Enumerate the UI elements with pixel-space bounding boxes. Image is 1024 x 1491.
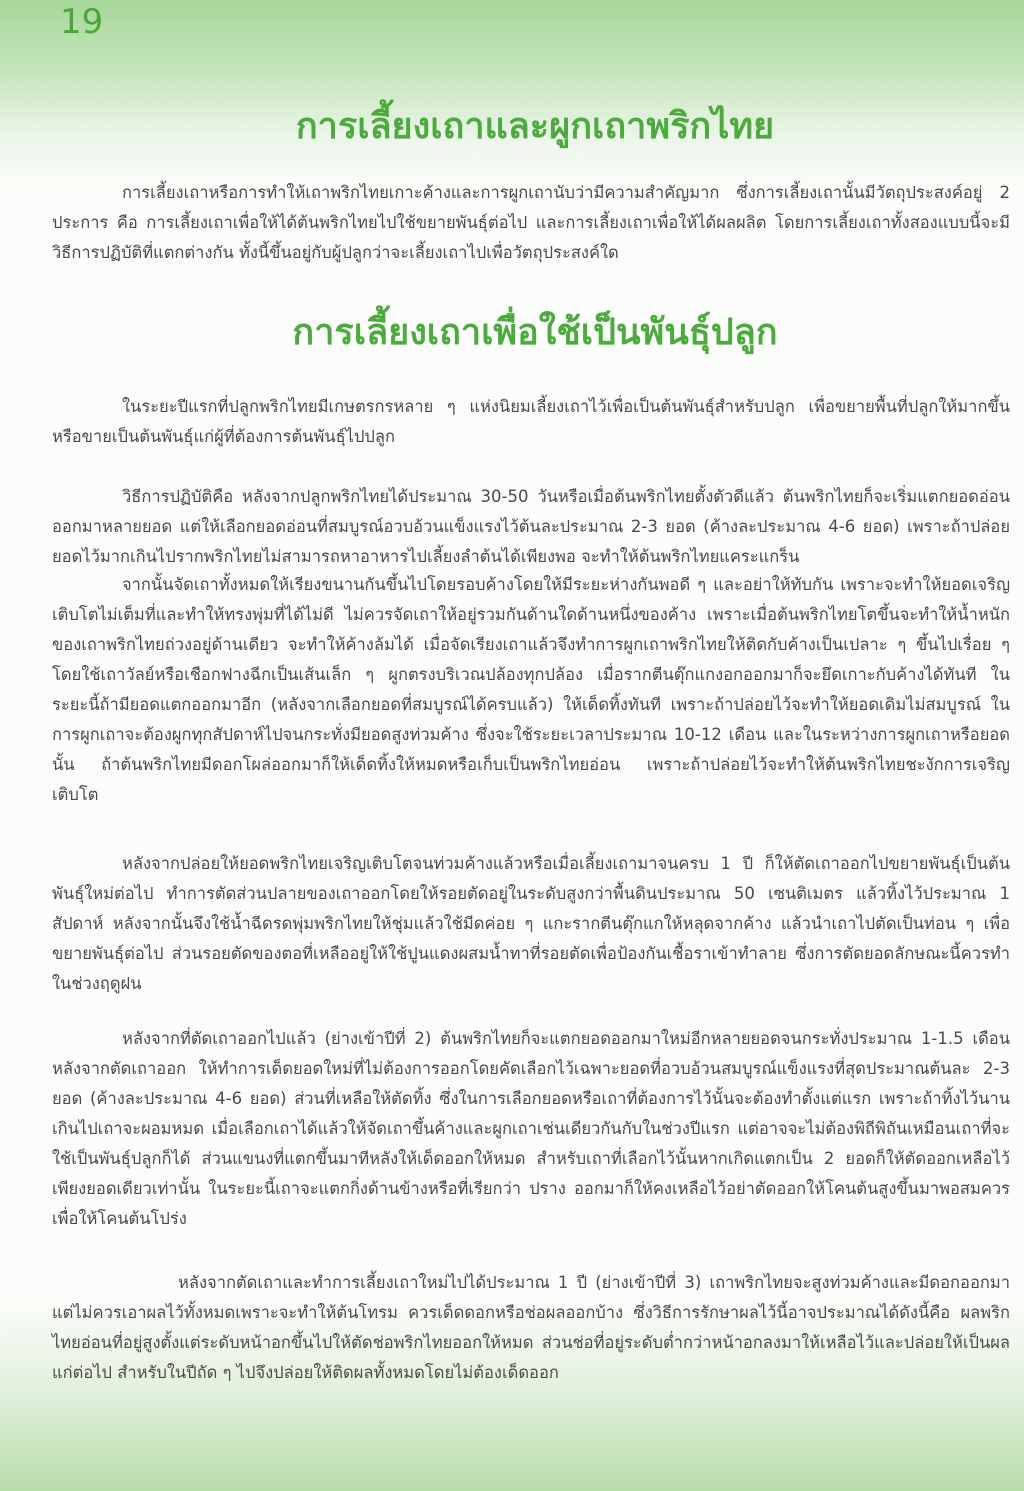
section-title: การเลี้ยงเถาเพื่อใช้เป็นพันธุ์ปลูก	[292, 312, 778, 353]
main-title: การเลี้ยงเถาและผูกเถาพริกไทย	[295, 106, 775, 147]
page-number: 19	[60, 2, 104, 42]
body-paragraph: ในระยะปีแรกที่ปลูกพริกไทยมีเกษตรกรหลาย ๆ แห่งนิยมเลี้ยงเถาไว้เพื่อเป็นต้นพันธุ์สำหรับปลูก เพื่อขยายพื้นที่ปลูกให้มากขึ้นหรือขายเป็นต้นพันธุ์แก่ผู้ที่ต้องการต้นพันธุ์ไปปลูก	[52, 397, 1010, 446]
body-paragraph: หลังจากที่ตัดเถาออกไปแล้ว (ย่างเข้าปีที่ 2) ต้นพริกไทยก็จะแตกยอดออกมาใหม่อีกหลายยอดจนกระทั่งประมาณ 1-1.5 เดือนหลังจากตัดเถาออก ให้ทำการเด็ดยอดใหม่ที่ไม่ต้องการออกโดยคัดเลือกไว้เฉพาะยอดที่อวบอ้วนสมบูรณ์แข็งแรงที่สุดประมาณต้นละ 2-3 ยอด (ค้างละประมาณ 4-6 ยอด) ส่วนที่เหลือให้ตัดทิ้ง ซึ่งในการเลือกยอดหรือเถาที่ต้องการไว้นั้นจะต้องทำตั้งแต่แรก เพราะถ้าทิ้งไว้นานเกินไปเถาจะผอมหมด เมื่อเลือกเถาได้แล้วให้จัดเถาขึ้นค้างและผูกเถาเช่นเดียวกันกับในช่วงปีแรก แต่อาจจะไม่ต้องพิถีพิถันเหมือนเถาที่จะใช้เป็นพันธุ์ปลูกก็ได้ ส่วนแขนงที่แตกขึ้นมาทีหลังให้เด็ดออกให้หมด สำหรับเถาที่เลือกไว้นั้นหากเกิดแตกเป็น 2 ยอดก็ให้ตัดออกเหลือไว้เพียงยอดเดียวเท่านั้น ในระยะนี้เถาจะแตกกิ่งด้านข้างหรือที่เรียกว่า ปราง ออกมาก็ให้คงเหลือไว้อย่าตัดออกให้โคนต้นสูงขึ้นมาพอสมควร เพื่อให้โคนต้นโปร่ง	[52, 1029, 1010, 1228]
intro-paragraph: การเลี้ยงเถาหรือการทำให้เถาพริกไทยเกาะค้างและการผูกเถานับว่ามีความสำคัญมาก ซึ่งการเลี้ยงเถานั้นมีวัตถุประสงค์อยู่ 2 ประการ คือ การเลี้ยงเถาเพื่อให้ได้ต้นพริกไทยไปใช้ขยายพันธุ์ต่อไป และการเลี้ยงเถาเพื่อให้ได้ผลผลิต โดยการเลี้ยงเถาทั้งสองแบบนี้จะมีวิธีการปฏิบัติที่แตกต่างกัน ทั้งนี้ขึ้นอยู่กับผู้ปลูกว่าจะเลี้ยงเถาไปเพื่อวัตถุประสงค์ใด	[52, 183, 1010, 262]
body-paragraph: หลังจากตัดเถาและทำการเลี้ยงเถาใหม่ไปได้ประมาณ 1 ปี (ย่างเข้าปีที่ 3) เถาพริกไทยจะสูงท่วมค้างและมีดอกออกมา แต่ไม่ควรเอาผลไว้ทั้งหมดเพราะจะทำให้ต้นโทรม ควรเด็ดดอกหรือช่อผลออกบ้าง ซึ่งวิธีการรักษาผลไว้นี้อาจประมาณได้ดังนี้คือ ผลพริกไทยอ่อนที่อยู่สูงตั้งแต่ระดับหน้าอกขึ้นไปให้ตัดช่อพริกไทยออกให้หมด ส่วนช่อที่อยู่ระดับต่ำกว่าหน้าอกลงมาให้เหลือไว้และปล่อยให้เป็นผลแก่ต่อไป สำหรับในปีถัด ๆ ไปจึงปล่อยให้ติดผลทั้งหมดโดยไม่ต้องเด็ดออก	[52, 1273, 1010, 1382]
body-paragraph: จากนั้นจัดเถาทั้งหมดให้เรียงขนานกันขึ้นไปโดยรอบค้างโดยให้มีระยะห่างกันพอดี ๆ และอย่าให้ทับกัน เพราะจะทำให้ยอดเจริญเติบโตไม่เต็มที่และทำให้ทรงพุ่มที่ได้ไม่ดี ไม่ควรจัดเถาให้อยู่รวมกันด้านใดด้านหนึ่งของค้าง เพราะเมื่อต้นพริกไทยโตขึ้นจะทำให้น้ำหนักของเถาพริกไทยถ่วงอยู่ด้านเดียว จะทำให้ค้างล้มได้ เมื่อจัดเรียงเถาแล้วจึงทำการผูกเถาพริกไทยให้ติดกับค้างเป็นเปลาะ ๆ ขึ้นไปเรื่อย ๆ โดยใช้เถาวัลย์หรือเชือกฟางฉีกเป็นเส้นเล็ก ๆ ผูกตรงบริเวณปล้องทุกปล้อง เมื่อรากตีนตุ๊กแกงอกออกมาก็จะยึดเกาะกับค้างได้ทันที ในระยะนี้ถ้ามียอดแตกออกมาอีก (หลังจากเลือกยอดที่สมบูรณ์ได้ครบแล้ว) ให้เด็ดทิ้งทันที เพราะถ้าปล่อยไว้จะทำให้ยอดเดิมไม่สมบูรณ์ ในการผูกเถาจะต้องผูกทุกสัปดาห์ไปจนกระทั่งมียอดสูงท่วมค้าง ซึ่งจะใช้ระยะเวลาประมาณ 10-12 เดือน และในระหว่างการผูกเถาหรือยอดนั้น ถ้าต้นพริกไทยมีดอกโผล่ออกมาก็ให้เด็ดทิ้งให้หมดหรือเก็บเป็นพริกไทยอ่อน เพราะถ้าปล่อยไว้จะทำให้ต้นพริกไทยชะงักการเจริญเติบโต	[52, 575, 1010, 804]
body-paragraph: หลังจากปล่อยให้ยอดพริกไทยเจริญเติบโตจนท่วมค้างแล้วหรือเมื่อเลี้ยงเถามาจนครบ 1 ปี ก็ให้ตัดเถาออกไปขยายพันธุ์เป็นต้นพันธุ์ใหม่ต่อไป ทำการตัดส่วนปลายของเถาออกโดยให้รอยตัดอยู่ในระดับสูงกว่าพื้นดินประมาณ 50 เซนติเมตร แล้วทิ้งไว้ประมาณ 1 สัปดาห์ หลังจากนั้นจึงใช้น้ำฉีดรดพุ่มพริกไทยให้ชุ่มแล้วใช้มีดค่อย ๆ แกะรากตีนตุ๊กแกให้หลุดจากค้าง แล้วนำเถาไปตัดเป็นท่อน ๆ เพื่อขยายพันธุ์ต่อไป ส่วนรอยตัดของตอที่เหลืออยู่ให้ใช้ปูนแดงผสมน้ำทาที่รอยตัดเพื่อป้องกันเชื้อราเข้าทำลาย ซึ่งการตัดยอดลักษณะนี้ควรทำในช่วงฤดูฝน	[52, 854, 1010, 993]
body-paragraph: วิธีการปฏิบัติคือ หลังจากปลูกพริกไทยได้ประมาณ 30-50 วันหรือเมื่อต้นพริกไทยตั้งตัวดีแล้ว ต้นพริกไทยก็จะเริ่มแตกยอดอ่อนออกมาหลายยอด แต่ให้เลือกยอดอ่อนที่สมบูรณ์อวบอ้วนแข็งแรงไว้ต้นละประมาณ 2-3 ยอด (ค้างละประมาณ 4-6 ยอด) เพราะถ้าปล่อยยอดไว้มากเกินไปรากพริกไทยไม่สามารถหาอาหารไปเลี้ยงลำต้นได้เพียงพอ จะทำให้ต้นพริกไทยแคระแกร็น	[52, 487, 1010, 566]
